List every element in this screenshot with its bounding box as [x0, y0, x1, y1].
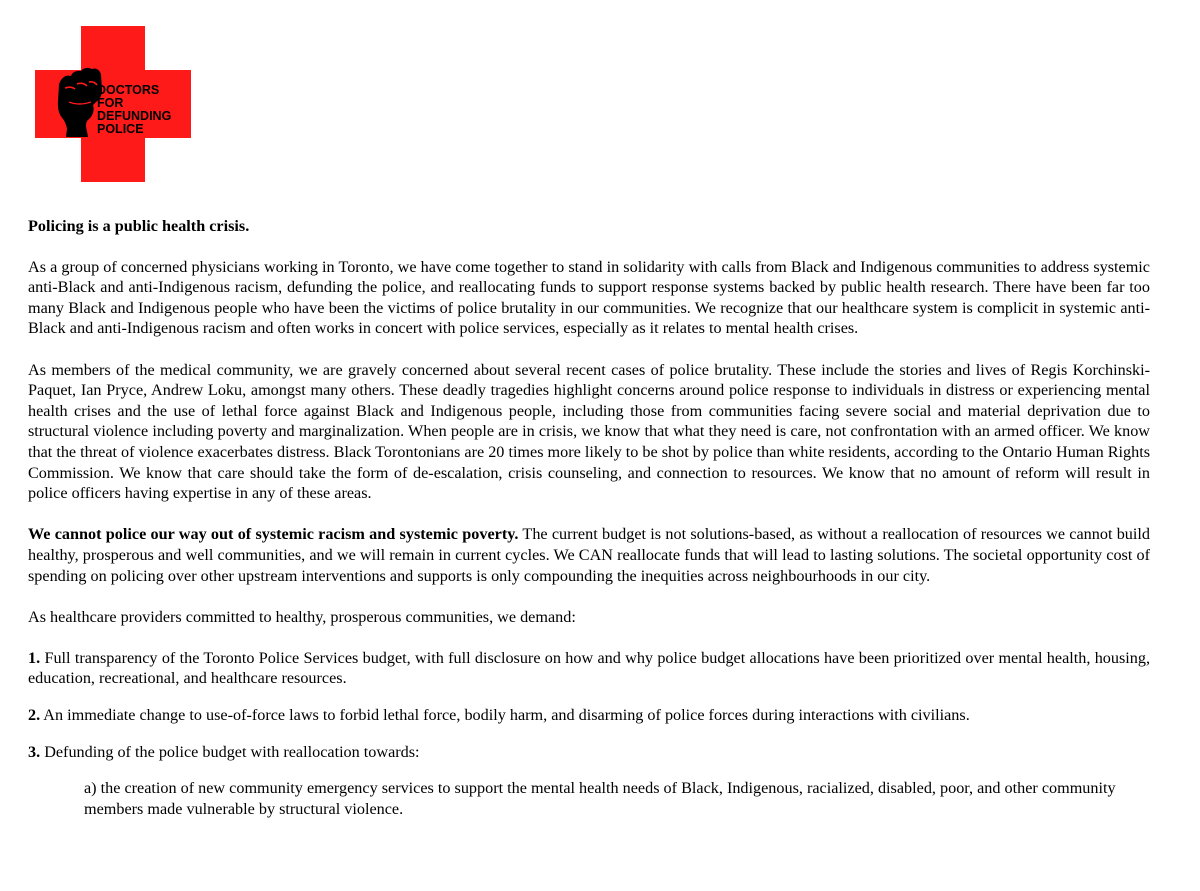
doctors-for-defunding-police-logo [35, 26, 191, 182]
logo-line-for: FOR [97, 96, 124, 110]
paragraph-3-rest: The current budget is not solutions-based, as without a reallocation of resources we cannot build healthy, prosperous and well communities, and we will remain in current cycles. We CAN reallocate funds that will lead to lasting solutions. The societal opportunity cost of spending on policing over other upstream interventions and supports is only compounding the inequities across neighbourhoods in our city. [28, 525, 1150, 585]
logo-line-police: POLICE [97, 122, 144, 136]
demand-item-2: 2. An immediate change to use-of-force laws to forbid lethal force, bodily harm, and disarming of police forces during interactions with civilians. [28, 706, 970, 725]
paragraph-2: As members of the medical community, we are gravely concerned about several recent cases of police brutality. These include the stories and lives of Regis Korchinski-Paquet, Ian Pryce, Andrew Loku, amongst many others. These deadly tragedies highlight concerns around police response to individuals in distress or experiencing mental health crises and the use of lethal force against Black and Indigenous people, including those from communities facing severe social and material deprivation due to structural violence including poverty and marginalization. When people are in crisis, we know that what they need is care, not confrontation with an armed officer. We know that the threat of violence exacerbates distress. Black Torontonians are 20 times more likely to be shot by police than white residents, according to the Ontario Human Rights Commission. We know that care should take the form of de-escalation, crisis counseling, and connection to resources. We know that no amount of reform will result in police officers having expertise in any of these areas. [28, 360, 1150, 503]
letter-body [28, 216, 1150, 819]
logo-line-defunding: DEFUNDING [97, 109, 172, 123]
demand-item-3: 3. Defunding of the police budget with reallocation towards: [28, 742, 420, 761]
paragraph-1: As a group of concerned physicians working in Toronto, we have come together to stand in solidarity with calls from Black and Indigenous communities to address systemic anti-Black and anti-Indigenous racism, defunding the police, and reallocating funds to support response systems backed by public health research. There have been far too many Black and Indigenous people who have been the victims of police brutality in our communities. We recognize that our healthcare system is complicit in systemic anti-Black and anti-Indigenous racism and often works in concert with police services, especially as it relates to mental health crises. [28, 257, 1150, 338]
paragraph-4: As healthcare providers committed to healthy, prosperous communities, we demand: [28, 607, 576, 626]
letter-title: Policing is a public health crisis. [28, 217, 250, 235]
demand-subitem-a: a) the creation of new community emergency services to support the mental health needs of Black, Indigenous, racialized, disabled, poor, and other community members made vulnerable by structural violence. [84, 779, 1116, 818]
logo-line-doctors: DOCTORS [97, 83, 160, 97]
demand-item-1: 1. Full transparency of the Toronto Police Services budget, with full disclosure on how and why police budget allocations have been prioritized over mental health, housing, education, recreational, and healthcare resources. [28, 648, 1150, 688]
paragraph-3-bold-lead: We cannot police our way out of systemic racism and systemic poverty. [28, 525, 519, 544]
paragraph-3 [28, 524, 1150, 586]
